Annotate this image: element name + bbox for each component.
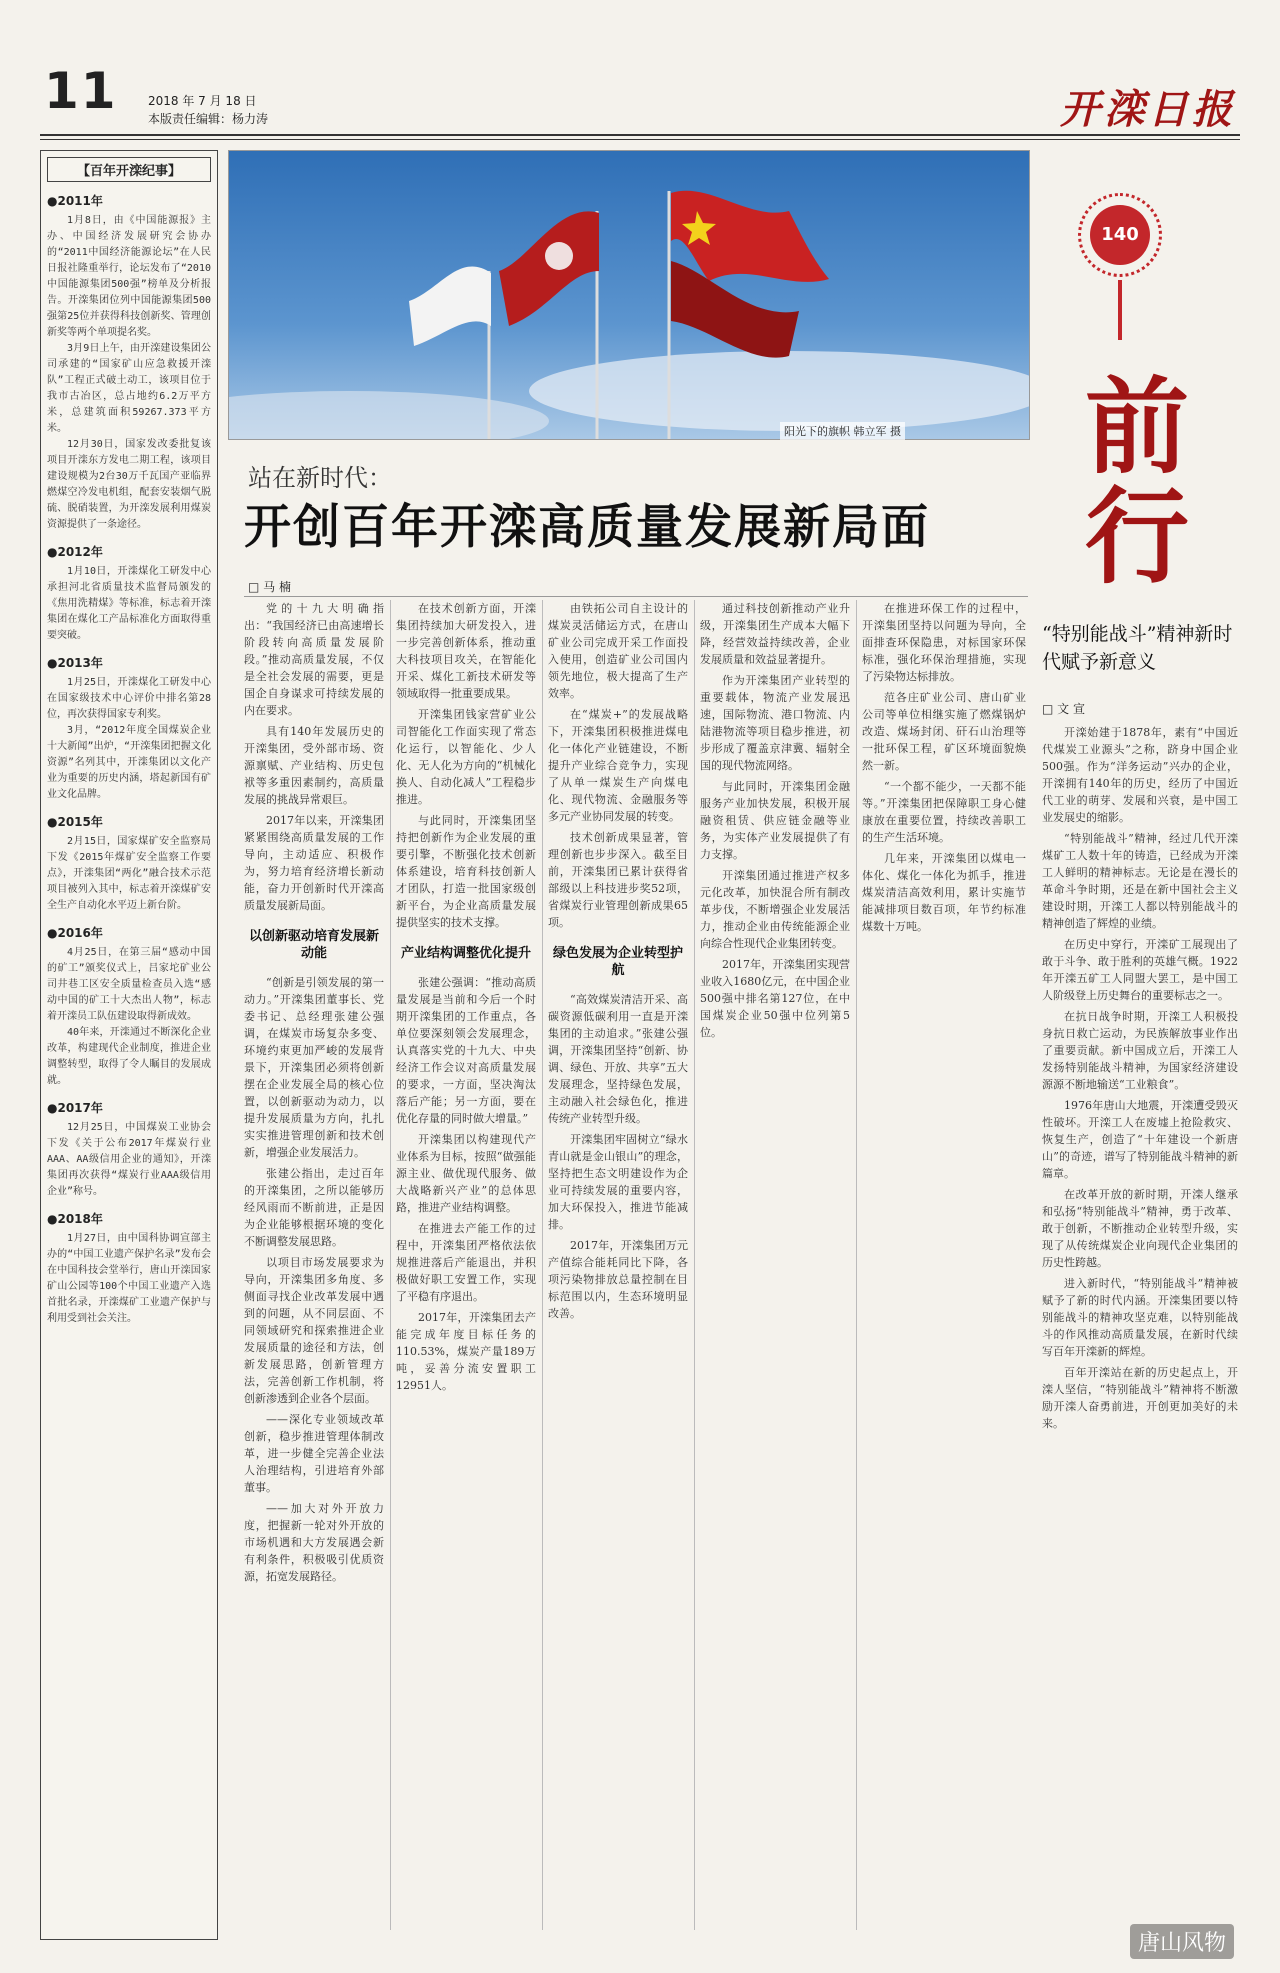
issue-date: 2018 年 7 月 18 日 <box>148 94 257 108</box>
article-column-3 <box>548 600 688 1930</box>
paragraph: 2017年，开滦集团去产能完成年度目标任务的110.53%，煤炭产量189万吨，妥善分流安置职工12951人。 <box>396 1311 536 1392</box>
paragraph: 在改革开放的新时期，开滦人继承和弘扬“特别能战斗”精神，勇于改革、敢于创新，不断推动企业转型升级，实现了从传统煤炭企业向现代企业集团的历史性跨越。 <box>1042 1188 1238 1269</box>
paragraph: 在推进去产能工作的过程中，开滦集团严格依法依规推进落后产能退出，并积极做好职工安置工作，实现了平稳有序退出。 <box>396 1222 536 1303</box>
sidebar-year-list <box>47 192 211 1327</box>
chronicle-event: 1月25日，开滦煤化工研发中心在国家级技术中心评价中排名第28位，再次获得国家专利奖。 <box>47 677 211 720</box>
paragraph: 1976年唐山大地震，开滦遭受毁灭性破坏。开滦工人在废墟上抢险救灾、恢复生产，创造了“十年建设一个新唐山”的奇迹，谱写了特别能战斗精神的新篇章。 <box>1042 1099 1238 1180</box>
paragraph: 张建公指出，走过百年的开滦集团，之所以能够历经风雨而不断前进，正是因为企业能够根据环境的变化不断调整发展思路。 <box>244 1167 384 1248</box>
article-column-1 <box>244 600 384 1930</box>
chronicle-year: ●2018年 <box>47 1212 103 1226</box>
paragraph: 具有140年发展历史的开滦集团，受外部市场、资源禀赋、产业结构、历史包袱等多重因素制约，高质量发展的挑战异常艰巨。 <box>244 725 384 806</box>
paragraph: 在技术创新方面，开滦集团持续加大研发投入，进一步完善创新体系，推动重大科技项目攻关，在智能化开采、煤化工新技术研发等领域取得一批重要成果。 <box>396 602 536 700</box>
article-column-5 <box>862 600 1026 1930</box>
paragraph: “特别能战斗”精神，经过几代开滦煤矿工人数十年的铸造，已经成为开滦工人鲜明的精神标志。无论是在漫长的革命斗争时期，还是在新中国社会主义建设时期，开滦工人都以特别能战斗的精神创造了辉煌的业绩。 <box>1042 832 1238 930</box>
section-heading-innovation: 以创新驱动培育发展新动能 <box>248 929 379 961</box>
chronicle-event: 12月30日，国家发改委批复该项目开滦东方发电二期工程，该项目建设规模为2台30万千瓦国产亚临界燃煤空冷发电机组，配套安装烟气脱硫、脱硝装置，为开滦发展利用煤炭资源提供了一条途径。 <box>47 439 211 530</box>
paragraph: 开滦集团牢固树立“绿水青山就是金山银山”的理念，坚持把生态文明建设作为企业可持续发展的重要内容，加大环保投入，推进节能减排。 <box>548 1133 688 1231</box>
paragraph: ——深化专业领域改革创新，稳步推进管理体制改革，进一步健全完善企业法人治理结构，引进培育外部董事。 <box>244 1413 384 1494</box>
paragraph: 开滦始建于1878年，素有“中国近代煤炭工业源头”之称，跻身中国企业500强。作为“洋务运动”兴办的企业，开滦拥有140年的历史，经历了中国近代工业的萌芽、发展和兴衰，是中国工业发展史的缩影。 <box>1042 726 1238 824</box>
photo-caption: 阳光下的旗帜 韩立军 摄 <box>780 422 905 440</box>
chronicle-year: ●2011年 <box>47 194 103 208</box>
chronicle-event: 1月10日，开滦煤化工研发中心承担河北省质量技术监督局颁发的《焦用洗精煤》等标准，标志着开滦集团在煤化工产品标准化方面取得重要突破。 <box>47 566 211 641</box>
paragraph: 2017年，开滦集团万元产值综合能耗同比下降，各项污染物排放总量控制在目标范围以内，生态环境明显改善。 <box>548 1239 688 1320</box>
paragraph: 以项目市场发展要求为导向，开滦集团多角度、多侧面寻找企业改革发展中遇到的问题，从不同层面、不同领域研究和探索推进企业发展质量的途径和方法，创新发展思路，创新管理方法，完善创新工作机制，将创新渗透到企业各个层面。 <box>244 1256 384 1405</box>
chronicle-event: 2月15日，国家煤矿安全监察局下发《2015年煤矿安全监察工作要点》，开滦集团“两化”融合技术示范项目被列入其中，标志着开滦煤矿安全生产自动化水平迈上新台阶。 <box>47 836 211 911</box>
paragraph: “创新是引领发展的第一动力。”开滦集团董事长、党委书记、总经理张建公强调，在煤炭市场复杂多变、环境约束更加严峻的发展背景下，开滦集团必须将创新摆在企业发展全局的核心位置，以创新驱动为动力，以提升发展质量为方向，扎扎实实推进管理创新和技术创新，增强企业发展活力。 <box>244 976 384 1159</box>
flags-illustration <box>229 151 1029 439</box>
paragraph: 张建公强调：“推动高质量发展是当前和今后一个时期开滦集团的工作重点，各单位要深刻领会发展理念，认真落实党的十九大、中央经济工作会议对高质量发展的要求，一方面，坚决淘汰落后产能；另一方面，要在优化存量的同时做大增量。” <box>396 976 536 1125</box>
chronicle-year: ●2012年 <box>47 545 103 559</box>
article-headline: 开创百年开滦高质量发展新局面 <box>244 500 930 555</box>
big-character-1: 前 <box>1085 365 1190 488</box>
paragraph: 在推进环保工作的过程中，开滦集团坚持以问题为导向，全面排查环保隐患，对标国家环保标准，强化环保治理措施，实现了污染物达标排放。 <box>862 602 1026 683</box>
section-heading-industry: 产业结构调整优化提升 <box>400 946 531 961</box>
chronicle-event: 4月25日，在第三届“感动中国的矿工”颁奖仪式上，吕家坨矿业公司井巷工区安全质量检查员入选“感动中国的矿工十大杰出人物”，标志着开滦员工队伍建设取得新成效。 <box>47 947 211 1022</box>
chronicle-year: ●2017年 <box>47 1101 103 1115</box>
paragraph: “高效煤炭清洁开采、高碳资源低碳利用一直是开滦集团的主动追求。”张建公强调，开滦集团坚持“创新、协调、绿色、开放、共享”五大发展理念，坚持绿色发展，主动融入社会绿色化，推进传统产业转型升级。 <box>548 993 688 1125</box>
anniversary-badge: 140 <box>1090 205 1150 265</box>
big-character-2: 行 <box>1085 475 1190 598</box>
paragraph: 通过科技创新推动产业升级，开滦集团生产成本大幅下降，经营效益持续改善，企业发展质量和效益显著提升。 <box>700 602 850 666</box>
paragraph: 与此同时，开滦集团金融服务产业加快发展，积极开展融资租赁、供应链金融等业务，为实体产业发展提供了有力支撑。 <box>700 780 850 861</box>
headline-rule <box>244 596 1028 597</box>
chronicle-year: ●2013年 <box>47 656 103 670</box>
paragraph: 2017年以来，开滦集团紧紧围绕高质量发展的工作导向，主动适应、积极作为，努力培育经济增长新动能，奋力开创新时代开滦高质量发展新局面。 <box>244 814 384 912</box>
paragraph: 技术创新成果显著，管理创新也步步深入。截至目前，开滦集团已累计获得省部级以上科技进步奖52项，省煤炭行业管理创新成果65项。 <box>548 831 688 929</box>
paragraph: 在历史中穿行，开滦矿工展现出了敢于斗争、敢于胜利的英雄气概。1922年开滦五矿工人同盟大罢工，是中国工人阶级登上历史舞台的重要标志之一。 <box>1042 938 1238 1002</box>
chronicle-event: 12月25日，中国煤炭工业协会下发《关于公布2017年煤炭行业AAA、AA级信用企业的通知》，开滦集团再次获得“煤炭行业AAA级信用企业”称号。 <box>47 1122 211 1197</box>
side-article-title: “特别能战斗”精神新时代赋予新意义 <box>1042 623 1233 673</box>
paragraph: “一个都不能少，一天都不能等。”开滦集团把保障职工身心健康放在重要位置，持续改善职工的生产生活环境。 <box>862 780 1026 844</box>
side-article-body <box>1042 724 1238 1934</box>
chronicle-event: 3月9日上午，由开滦建设集团公司承建的“国家矿山应急救援开滦队”工程正式破土动工，该项目位于我市古冶区，总占地约6.2万平方米，总建筑面积59267.373平方米。 <box>47 343 211 434</box>
chronicle-event: 1月8日，由《中国能源报》主办、中国经济发展研究会协办的“2011中国经济能源论坛”在人民日报社隆重举行，论坛发布了“2010中国能源集团500强”榜单及分析报告。开滦集团位列中国能源集团500强第25位并获得科技创新奖、管理创新奖等两个单项提名奖。 <box>47 215 211 338</box>
article-byline: □ 马 楠 <box>248 580 291 594</box>
paragraph: 在抗日战争时期，开滦工人积极投身抗日救亡运动，为民族解放事业作出了重要贡献。新中国成立后，开滦工人发扬特别能战斗精神，为国家经济建设源源不断地输送“工业粮食”。 <box>1042 1010 1238 1091</box>
column-divider <box>694 600 695 1930</box>
flag-photo <box>228 150 1030 440</box>
chronicle-year: ●2015年 <box>47 815 103 829</box>
paragraph: 开滦集团以构建现代产业体系为目标，按照“做强能源主业、做优现代服务、做大战略新兴产业”的总体思路，推进产业结构调整。 <box>396 1133 536 1214</box>
page-editor: 本版责任编辑：杨力涛 <box>148 112 269 126</box>
header-rule <box>40 134 1240 136</box>
paragraph: 几年来，开滦集团以煤电一体化、煤化一体化为抓手，推进煤炭清洁高效利用，累计实施节能减排项目数百项，年节约标准煤数十万吨。 <box>862 852 1026 933</box>
chronicle-event: 1月27日，由中国科协调宣部主办的“中国工业遗产保护名录”发布会在中国科技会堂举行，唐山开滦国家矿山公园等100个中国工业遗产入选首批名录，开滦煤矿工业遗产保护与利用受到社会关注。 <box>47 1233 211 1324</box>
paragraph: 百年开滦站在新的历史起点上，开滦人坚信，“特别能战斗”精神将不断激励开滦人奋勇前进，开创更加美好的未来。 <box>1042 1366 1238 1430</box>
paragraph: 作为开滦集团产业转型的重要载体，物流产业发展迅速，国际物流、港口物流、内陆港物流等项目稳步推进，初步形成了覆盖京津冀、辐射全国的现代物流网络。 <box>700 674 850 772</box>
section-heading-green: 绿色发展为企业转型护航 <box>552 946 683 978</box>
newspaper-masthead: 开滦日报 <box>1060 86 1236 133</box>
badge-tassel-icon <box>1118 280 1122 340</box>
paragraph: 与此同时，开滦集团坚持把创新作为企业发展的重要引擎，不断强化技术创新体系建设，培育科技创新人才团队，打造一批国家级创新平台，为企业高质量发展提供坚实的技术支撑。 <box>396 814 536 929</box>
article-column-4 <box>700 600 850 1930</box>
side-article-byline: □ 文 宣 <box>1042 702 1085 716</box>
paragraph: 在“煤炭+”的发展战略下，开滦集团积极推进煤电化一体化产业链建设，不断提升产业综合竞争力，实现了从单一煤炭生产向煤电化、现代物流、金融服务等多元产业协同发展的转变。 <box>548 708 688 823</box>
paragraph: 进入新时代，“特别能战斗”精神被赋予了新的时代内涵。开滦集团要以特别能战斗的精神攻坚克难，以特别能战斗的作风推动高质量发展，在新时代续写百年开滦新的辉煌。 <box>1042 1277 1238 1358</box>
chronicle-event: 3月，“2012年度全国煤炭企业十大新闻”出炉，“开滦集团把握文化资源”名列其中，开滦集团以文化产业为重要的历史内涵，塔起新国有矿业文化品牌。 <box>47 725 211 800</box>
header-rule-thin <box>40 139 1240 140</box>
source-watermark: 唐山风物 <box>1130 1924 1234 1959</box>
page-number: 11 <box>44 62 118 120</box>
article-subtitle: 站在新时代： <box>248 464 392 492</box>
paragraph: 开滦集团通过推进产权多元化改革，加快混合所有制改革步伐，不断增强企业发展活力，推动企业由传统能源企业向综合性现代企业集团转变。 <box>700 869 850 950</box>
chronicle-year: ●2016年 <box>47 926 103 940</box>
paragraph: 党的十九大明确指出：“我国经济已由高速增长阶段转向高质量发展阶段。”推动高质量发展，不仅是全社会发展的需要，更是国企自身谋求可持续发展的内在要求。 <box>244 602 384 717</box>
article-column-2 <box>396 600 536 1930</box>
paragraph: ——加大对外开放力度，把握新一轮对外开放的市场机遇和大方发展遇会新有利条件，积极吸引优质资源，拓宽发展路径。 <box>244 1502 384 1583</box>
paragraph: 范各庄矿业公司、唐山矿业公司等单位相继实施了燃煤锅炉改造、煤场封闭、矸石山治理等一批环保工程，矿区环境面貌焕然一新。 <box>862 691 1026 772</box>
paragraph: 开滦集团钱家营矿业公司智能化工作面实现了常态化运行，以智能化、少人化、无人化为方向的“机械化换人、自动化减人”工程稳步推进。 <box>396 708 536 806</box>
paragraph: 由铁拓公司自主设计的煤炭灵活储运方式，在唐山矿业公司完成开采工作面投入使用，创造矿业公司国内领先地位，极大提高了生产效率。 <box>548 602 688 700</box>
chronicle-event: 40年来，开滦通过不断深化企业改革，构建现代企业制度，推进企业调整转型，取得了令人瞩目的发展成就。 <box>47 1027 211 1086</box>
paragraph: 2017年，开滦集团实现营业收入1680亿元，在中国企业500强中排名第127位，在中国煤炭企业50强中位列第5位。 <box>700 958 850 1039</box>
column-divider <box>390 600 391 1930</box>
column-divider <box>856 600 857 1930</box>
sidebar-title: 【百年开滦纪事】 <box>47 157 211 182</box>
chronicle-sidebar <box>40 150 218 1940</box>
column-divider <box>542 600 543 1930</box>
